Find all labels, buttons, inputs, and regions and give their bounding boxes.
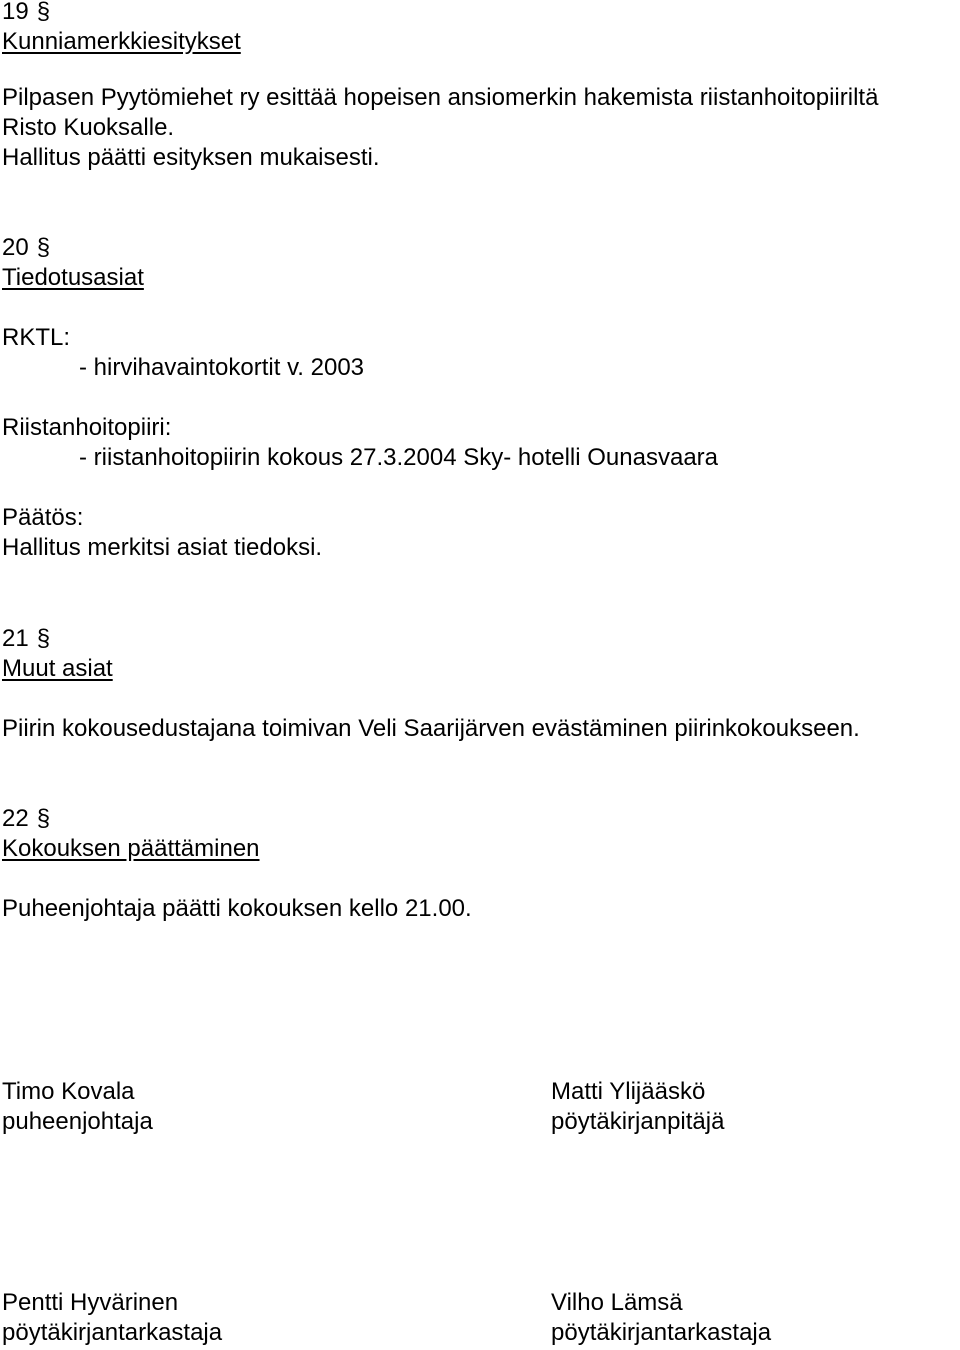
signature-name: Timo Kovala [2,1078,135,1105]
section-number: 21 [2,625,29,652]
body-text: Pilpasen Pyytömiehet ry esittää hopeisen ansiomerkin hakemista riistanhoitopiiriltä [2,84,879,111]
section-number: 22 [2,805,29,832]
signature-name: Pentti Hyvärinen [2,1289,179,1316]
section-heading: Muut asiat [2,655,113,682]
section-22-number-line [2,804,50,834]
section-symbol: § [36,805,51,832]
signature-name: Matti Ylijääskö [551,1078,706,1105]
section-number: 20 [2,234,29,261]
rktl-label: RKTL: [2,324,71,351]
riistanhoitopiiri-item: - riistanhoitopiirin kokous 27.3.2004 Sky- hotelli Ounasvaara [79,444,719,471]
signature-role: puheenjohtaja [2,1108,153,1135]
section-number: 19 [2,0,29,25]
section-heading: Kokouksen päättäminen [2,835,260,862]
body-text: Hallitus päätti esityksen mukaisesti. [2,144,380,171]
section-symbol: § [36,234,51,261]
body-text: Risto Kuoksalle. [2,114,175,141]
section-symbol: § [36,0,51,25]
section-heading: Kunniamerkkiesitykset [2,28,241,55]
signature-role: pöytäkirjantarkastaja [551,1319,772,1346]
signature-name: Vilho Lämsä [551,1289,683,1316]
riistanhoitopiiri-label: Riistanhoitopiiri: [2,414,172,441]
section-21-number-line [2,624,50,654]
signature-role: pöytäkirjanpitäjä [551,1108,725,1135]
section-20-number-line [2,233,50,263]
decision-label: Päätös: [2,504,84,531]
section-symbol: § [36,625,51,652]
section-19-number-line [2,0,50,27]
body-text: Piirin kokousedustajana toimivan Veli Saarijärven evästäminen piirinkokoukseen. [2,715,860,742]
rktl-item: - hirvihavaintokortit v. 2003 [79,354,365,381]
section-heading: Tiedotusasiat [2,264,144,291]
signature-role: pöytäkirjantarkastaja [2,1319,223,1346]
decision-text: Hallitus merkitsi asiat tiedoksi. [2,534,323,561]
body-text: Puheenjohtaja päätti kokouksen kello 21.00. [2,895,472,922]
